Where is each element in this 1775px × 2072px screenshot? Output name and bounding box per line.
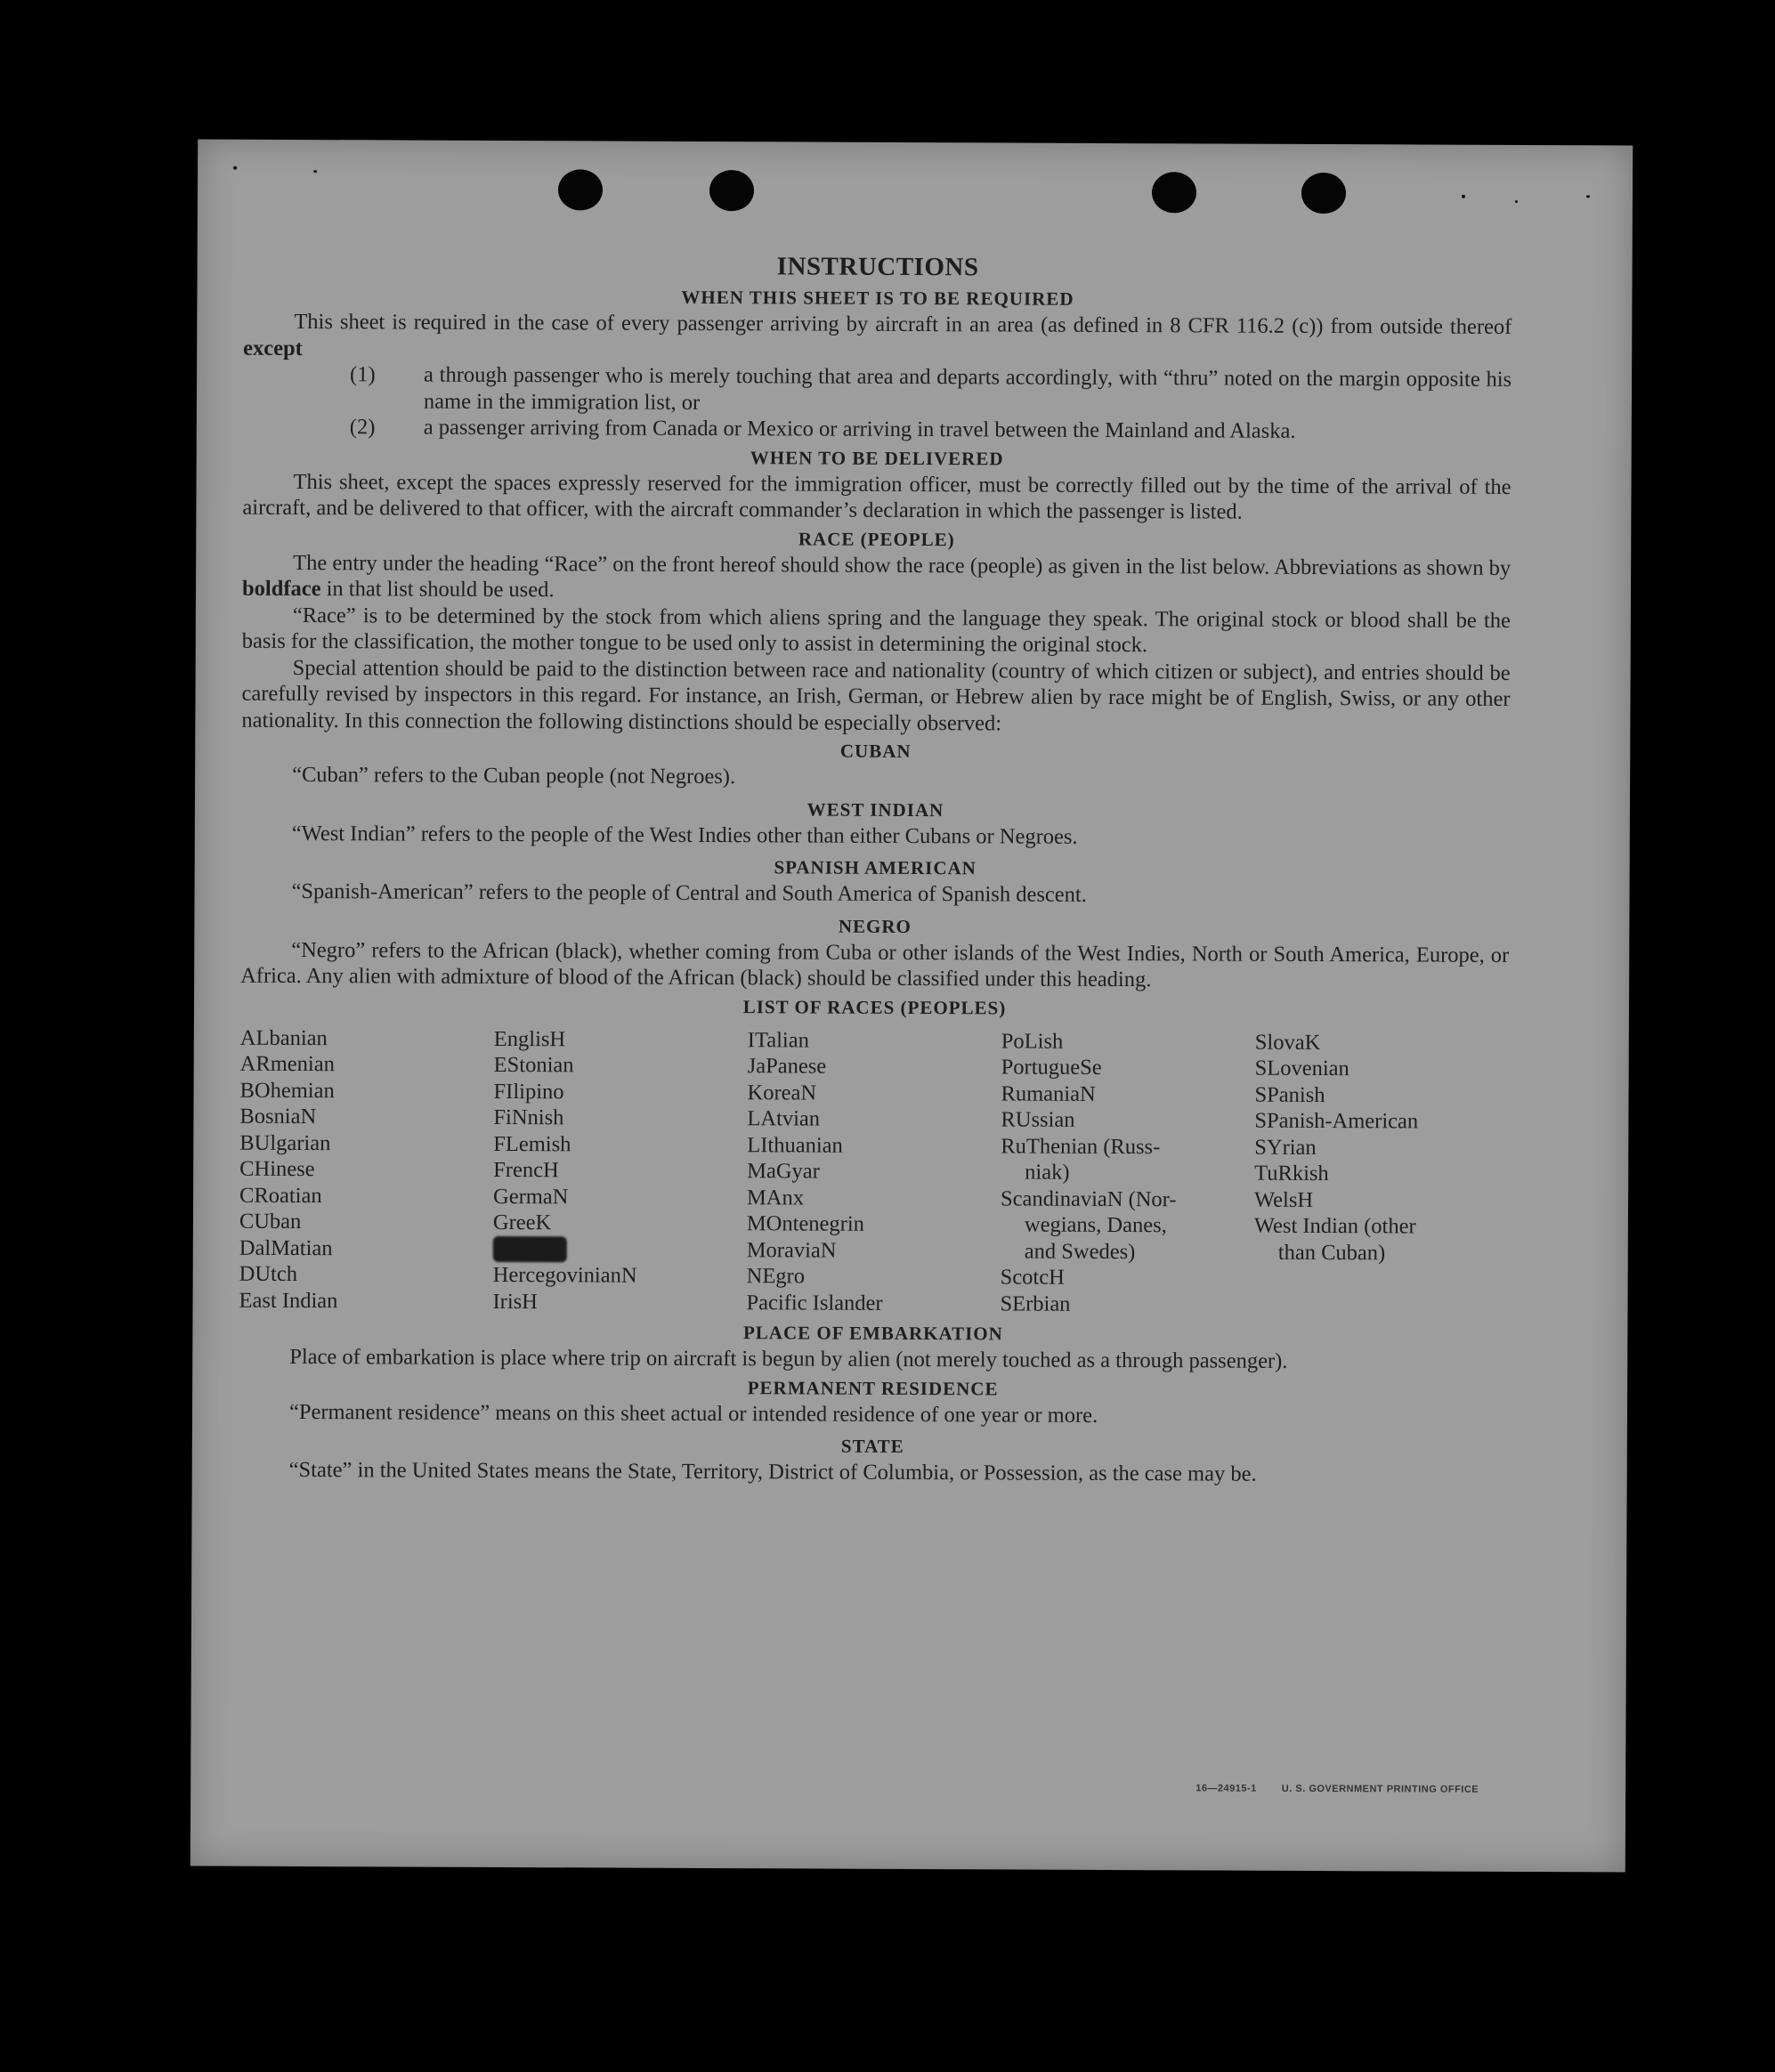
negro-paragraph: “Negro” refers to the African (black), whether coming from Cuba or other islands of the West Indies, North or South America, Europe, or Africa. Any alien with admixture of blood of the African (black) should be classified under this heading. [240, 937, 1510, 992]
exception-item [243, 414, 1512, 446]
printer-imprint [1171, 1783, 1479, 1795]
race-entry: MaGyar [747, 1159, 820, 1184]
item-text: a passenger arriving from Canada or Mexico or arriving in travel between the Mainland and Alaska. [423, 415, 1296, 443]
race-text: The entry under the heading “Race” on the front hereof should show the race (people) as given in the list below. Abbreviations as shown by [293, 550, 1512, 580]
race-entry: DalMatian [239, 1235, 333, 1260]
spanish-american-paragraph: “Spanish-American” refers to the people of Central and South America of Spanish descent. [291, 878, 1087, 907]
smudged-text: HebreW [492, 1236, 567, 1261]
item-number: (2) [349, 415, 376, 440]
section-heading-state: STATE [840, 1435, 904, 1457]
race-entry: JaPanese [747, 1054, 827, 1079]
section-heading-race: RACE (PEOPLE) [798, 527, 955, 550]
race-entry: ScotcH [1000, 1265, 1065, 1290]
except-word: except [243, 336, 303, 360]
section-heading-negro: NEGRO [838, 915, 912, 937]
race-paragraph-3: Special attention should be paid to the distinction between race and nationality (country of which citizen or subject), and entries should be carefully revised by inspectors in this regard. For instance, an Irish, German, or Hebrew alien by race might be of English, Swiss, or any other nationality. In this connection the following distinctions should be especially observed: [241, 655, 1511, 735]
race-entry-continued: and Swedes) [1024, 1239, 1136, 1264]
race-entry: SPanish-American [1254, 1108, 1419, 1134]
race-entry: FrencH [493, 1157, 559, 1183]
west-indian-paragraph: “West Indian” refers to the people of the West Indies other than either Cubans or Negroes. [291, 821, 1078, 849]
exception-item [243, 361, 1512, 419]
race-entry: IrisH [492, 1289, 538, 1314]
race-entry: EnglisH [493, 1026, 566, 1051]
race-entry: BosniaN [239, 1104, 317, 1129]
race-entry: PortugueSe [1001, 1055, 1102, 1080]
race-entry: PoLish [1001, 1028, 1064, 1054]
punch-hole [1152, 172, 1196, 213]
race-entry: SErbian [1000, 1291, 1071, 1316]
speck [1462, 195, 1465, 198]
race-entry: NEgro [746, 1264, 806, 1289]
races-column-2 [492, 1025, 747, 1315]
race-entry-continued: niak) [1025, 1160, 1070, 1185]
race-entry: BUlgarian [239, 1130, 331, 1155]
race-entry: MAnx [747, 1185, 805, 1210]
race-entry: LIthuanian [747, 1132, 843, 1158]
race-entry: DUtch [239, 1261, 298, 1286]
race-entry: GreeK [492, 1210, 552, 1235]
race-entry: TuRkish [1254, 1161, 1329, 1186]
race-entry: SlovaK [1254, 1030, 1321, 1055]
speck [1515, 200, 1518, 203]
boldface-word: boldface [241, 576, 321, 602]
section-heading-delivered: WHEN TO BE DELIVERED [750, 446, 1004, 469]
required-paragraph [243, 309, 1512, 367]
race-entry: GermaN [493, 1184, 569, 1209]
race-entry: FLemish [493, 1131, 571, 1156]
race-text: in that list should be used. [320, 577, 555, 603]
state-paragraph: “State” in the United States means the State, Territory, District of Columbia, or Possession, as the case may be. [288, 1457, 1257, 1486]
race-entry: KoreaN [747, 1080, 817, 1105]
race-entry: RumaniaN [1001, 1081, 1096, 1106]
race-entry: FiNnish [493, 1105, 564, 1130]
speck [313, 170, 317, 173]
section-heading-spanish-american: SPANISH AMERICAN [774, 856, 977, 879]
race-entry: East Indian [239, 1288, 338, 1313]
section-heading-embarkation: PLACE OF EMBARKATION [742, 1322, 1003, 1345]
punch-hole [709, 170, 754, 211]
form-number: 16—24915-1 [1195, 1783, 1257, 1794]
race-entry: HercegovinianN [492, 1262, 637, 1288]
race-entry-continued: wegians, Danes, [1024, 1212, 1167, 1238]
race-entry: MoraviaN [746, 1237, 837, 1263]
race-entry: CHinese [239, 1156, 315, 1182]
race-entry: FIlipino [493, 1079, 564, 1104]
race-entry: CRoatian [239, 1183, 322, 1208]
race-entry: BOhemian [239, 1078, 335, 1103]
race-paragraph-1 [242, 549, 1511, 607]
race-entry: SYrian [1254, 1135, 1317, 1160]
race-entry: West Indian (other [1253, 1213, 1416, 1239]
punch-hole [558, 169, 603, 210]
race-entry: ALbanian [239, 1025, 328, 1050]
races-column-3 [746, 1027, 1001, 1317]
speck [233, 166, 237, 170]
race-entry: LAtvian [747, 1106, 821, 1131]
race-entry: CUban [239, 1209, 302, 1234]
race-entry: WelsH [1253, 1187, 1314, 1212]
race-entry-continued: than Cuban) [1277, 1240, 1386, 1265]
race-entry: EStonian [493, 1052, 574, 1078]
race-entry: SPanish [1254, 1082, 1325, 1107]
punch-hole [1301, 173, 1346, 214]
printer-name: U. S. GOVERNMENT PRINTING OFFICE [1281, 1783, 1479, 1795]
delivered-paragraph: This sheet, except the spaces expressly reserved for the immigration officer, must be correctly filled out by the time of the arrival of the aircraft, and be delivered to that officer, with the aircraft commander’s declaration in which the passenger is listed. [242, 469, 1512, 524]
section-heading-required: WHEN THIS SHEET IS TO BE REQUIRED [681, 286, 1074, 310]
section-heading-west-indian: WEST INDIAN [806, 797, 944, 821]
race-entry: RuThenian (Russ- [1001, 1133, 1161, 1159]
race-entry: Pacific Islander [746, 1290, 883, 1315]
instruction-sheet [190, 139, 1633, 1872]
instructions-content [239, 248, 1512, 1489]
section-heading-cuban: CUBAN [839, 740, 912, 762]
cuban-paragraph: “Cuban” refers to the Cuban people (not Negroes). [292, 762, 736, 789]
item-text: a through passenger who is merely touching that area and departs accordingly, with “thru” noted on the margin opposite his name in the immigration list, or [423, 362, 1512, 415]
speck [1586, 195, 1590, 198]
race-entry: ITalian [747, 1027, 809, 1052]
embarkation-paragraph: Place of embarkation is place where trip on aircraft is begun by alien (not merely touched as a through passenger). [289, 1344, 1288, 1373]
races-list [239, 1024, 1508, 1319]
residence-paragraph: “Permanent residence” means on this sheet actual or intended residence of one year or more. [288, 1399, 1098, 1428]
races-column-1 [239, 1024, 493, 1315]
race-entry: RUssian [1001, 1107, 1075, 1132]
race-entry: MOntenegrin [746, 1211, 864, 1236]
race-entry: ARmenian [239, 1051, 335, 1077]
page-title: INSTRUCTIONS [776, 252, 979, 282]
race-entry-smudged [493, 1235, 747, 1263]
section-heading-residence: PERMANENT RESIDENCE [747, 1376, 999, 1399]
race-entry: SLovenian [1254, 1056, 1349, 1081]
race-entry: ScandinaviaN (Nor- [1000, 1186, 1177, 1211]
item-number: (1) [350, 362, 376, 387]
race-paragraph-2: “Race” is to be determined by the stock from which aliens spring and the language they speak. The original stock or blood shall be the basis for the classification, the mother tongue to be used only to assist in determining the original stock. [241, 603, 1511, 658]
races-column-4 [1000, 1028, 1254, 1318]
races-column-5 [1253, 1029, 1508, 1319]
section-heading-list-of-races: LIST OF RACES (PEOPLES) [742, 995, 1007, 1018]
required-text: This sheet is required in the case of every passenger arriving by aircraft in an area (as defined in 8 CFR 116.2 (c)) from outside thereof [294, 309, 1512, 339]
